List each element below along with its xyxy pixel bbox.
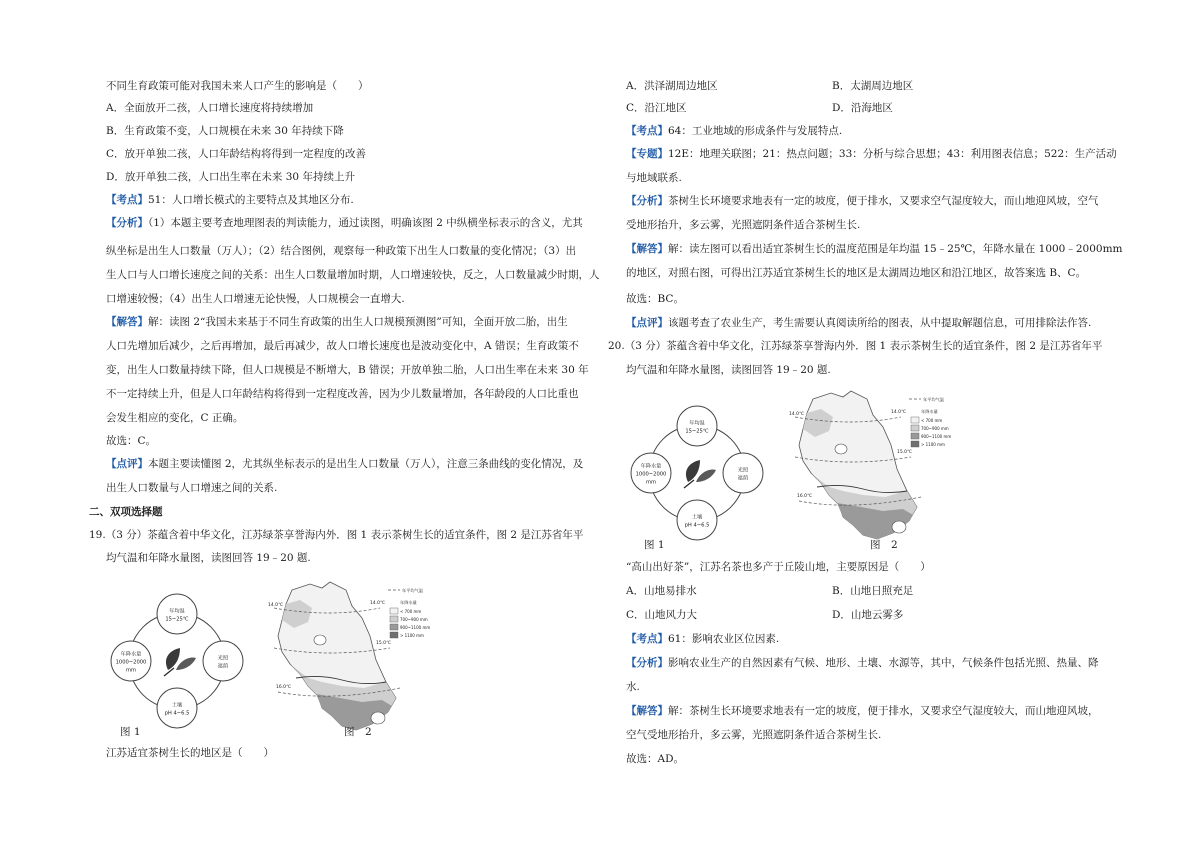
legend-item: > 1100 mm (400, 633, 424, 638)
jieda-tag: 【解答】 (106, 316, 148, 328)
zhuanti-line-1 (626, 147, 1117, 161)
option-a: A．全面放开二孩，人口增长速度将持续增加 (106, 102, 314, 114)
figure-tea-conditions (624, 404, 770, 542)
isotherm-label-14: 14.0℃ (789, 412, 805, 417)
isotherm-label-16: 16.0℃ (797, 494, 813, 499)
soil-node-label: pH 4~6.5 (684, 522, 710, 529)
light-node (203, 641, 243, 681)
precipitation-node (631, 453, 671, 493)
zhuanti-line-2: 与地域联系. (626, 172, 682, 184)
jieda-line-3: 变，出生人口数量持续下降，但人口规模是不断增大，B 错误；开放单独二胎，人口出生率在未来 30 年 (106, 364, 589, 376)
temperature-node-label: 年均温 (169, 608, 185, 615)
legend-swatch (911, 425, 919, 431)
kaodian-line (106, 193, 354, 207)
precipitation-node-label: mm (125, 667, 137, 674)
isotherm-label-16: 16.0℃ (276, 685, 292, 690)
dianping-tag: 【点评】 (626, 317, 668, 329)
jiangsu-map-svg (778, 387, 954, 547)
fenxi-tag: 【分析】 (106, 217, 148, 229)
light-node (723, 453, 763, 493)
kaodian-text: 51：人口增长模式的主要特点及其地区分布. (148, 194, 354, 206)
dianping-text: 该题考查了农业生产，考生需要认真阅读所给的图表，从中提取解题信息，可用排除法作答. (668, 317, 1092, 329)
isotherm-label-14b: 14.0℃ (370, 601, 386, 606)
dianping-tag: 【点评】 (106, 458, 148, 470)
option-d: D．放开单独二孩，人口出生率在未来 30 年持续上升 (106, 171, 355, 183)
legend-swatch (390, 624, 398, 630)
answer: 故选：C。 (106, 435, 157, 447)
soil-node-label: 土壤 (691, 514, 703, 521)
isotherm-label-14: 14.0℃ (268, 603, 284, 608)
legend-item: > 1100 mm (921, 442, 945, 447)
q19-option-d: D．沿海地区 (832, 102, 893, 114)
tai-lake (371, 712, 385, 724)
kaodian2-line (626, 632, 779, 646)
isotherm-label-14b: 14.0℃ (891, 410, 907, 415)
kaodian2-tag: 【考点】 (626, 633, 668, 645)
fenxi2-line-2: 水. (626, 681, 640, 693)
jieda-tag: 【解答】 (626, 243, 668, 255)
q19-option-a: A．洪泽湖周边地区 (626, 80, 718, 92)
fenxi-line-2: 纵坐标是出生人口数量（万人）；（2）结合图例，观察每一种政策下出生人口数量的变化情况；（3）出 (106, 245, 577, 257)
legend-swatch (911, 433, 919, 439)
legend-swatch (911, 417, 919, 423)
question-stem: 不同生育政策可能对我国未来人口产生的影响是（ ） (106, 80, 369, 92)
kaodian-text: 64：工业地域的形成条件与发展特点. (668, 125, 843, 137)
kaodian-tag: 【考点】 (626, 125, 668, 137)
jieda2-line-2: 空气受地形抬升，多云雾，光照遮阴条件适合茶树生长. (626, 729, 882, 741)
legend-swatch (390, 608, 398, 614)
isotherm-label-15: 15.0℃ (376, 641, 392, 646)
jieda-line-1 (626, 242, 1123, 256)
precipitation-node-label: mm (645, 479, 657, 486)
soil-node-label: pH 4~6.5 (164, 710, 190, 717)
fenxi-line-2: 受地形抬升，多云雾，光照遮阴条件适合茶树生长. (626, 219, 861, 231)
jiangsu-map-svg (260, 578, 430, 738)
legend-rain-title: 年降水量 (921, 409, 938, 414)
q19-option-c: C．沿江地区 (626, 102, 687, 114)
jieda-line-2: 人口先增加后减少，之后再增加，最后再减少，故人口增长速度也是波动变化中，A 错误；生育政策不 (106, 340, 579, 352)
kaodian-tag: 【考点】 (106, 194, 148, 206)
light-node-label: 光照 (737, 467, 749, 474)
jieda-text-1: 解：读图 2“我国未来基于不同生育政策的出生人口规模预测图”可知，全面开放二胎，出生 (148, 316, 568, 328)
soil-node (157, 688, 197, 728)
option-b: B．生育政策不变，人口规模在未来 30 年持续下降 (106, 125, 344, 137)
jieda2-text-1: 解：茶树生长环境要求地表有一定的坡度，便于排水，又要求空气湿度较大，而山地迎风坡， (668, 705, 1099, 717)
figure-jiangsu-map (778, 387, 954, 547)
jieda-text-1: 解：读左图可以看出适宜茶树生长的温度范围是年均温 15﹣25℃，年降水量在 1000﹣2000mm (668, 243, 1123, 255)
q20-option-b: B．山地日照充足 (832, 585, 914, 597)
dianping-line (626, 316, 1091, 330)
zhuanti-tag: 【专题】 (626, 148, 668, 160)
precipitation-node-label: 年降水量 (640, 463, 662, 470)
map-legend (388, 587, 430, 638)
dianping-text-1: 本题主要读懂图 2，尤其纵坐标表示的是出生人口数量（万人），注意三条曲线的变化情况，及 (148, 458, 584, 470)
q20-option-d: D．山地云雾多 (832, 609, 904, 621)
fenxi2-text-1: 影响农业生产的自然因素有气候、地形、土壤、水源等，其中，气候条件包括光照、热量、降 (668, 657, 1099, 669)
tea-leaf-icon (684, 460, 716, 488)
legend-swatch (390, 616, 398, 622)
q19-line-2: 均气温和年降水量图，读图回答 19﹣20 题. (106, 552, 311, 564)
hongze-lake (314, 635, 326, 645)
jieda-line-4: 不一定持续上升，但是人口年龄结构将得到一定程度改善，因为少儿数量增加，各年龄段的人口比重也 (106, 388, 579, 400)
legend-title: 年平均气温 (402, 588, 423, 593)
dianping-line-1 (106, 457, 583, 471)
temperature-node-label: 15~25℃ (165, 616, 189, 623)
legend-item: 700~900 mm (400, 617, 428, 622)
figure-jiangsu-map (260, 578, 430, 738)
tea-diagram-svg (624, 404, 770, 542)
jieda-line-1 (106, 315, 568, 329)
temperature-node-label: 15~25℃ (685, 428, 709, 435)
isotherm-label-15: 15.0℃ (897, 450, 913, 455)
soil-node (677, 500, 717, 540)
figure-2-caption: 图 2 (870, 539, 898, 551)
precipitation-node-label: 1000~2000 (635, 471, 667, 478)
precipitation-node-label: 年降水量 (120, 651, 142, 658)
fenxi-text-1: （1）本题主要考查地理图表的判读能力，通过读图，明确该图 2 中纵横坐标表示的含义，尤其 (148, 217, 583, 229)
figure-1-caption: 图 1 (120, 726, 141, 738)
legend-item: 700~900 mm (921, 426, 949, 431)
fenxi2-tag: 【分析】 (626, 657, 668, 669)
temperature-node (677, 406, 717, 446)
map-legend (909, 396, 951, 447)
fenxi-tag: 【分析】 (626, 195, 668, 207)
jieda-line-2: 的地区，对照右图，可得出江苏适宜茶树生长的地区是太湖周边地区和沿江地区，故答案选 B、C。 (626, 267, 1087, 279)
figure-tea-conditions (104, 592, 250, 730)
q20-question: “高山出好茶”，江苏名茶也多产于丘陵山地，主要原因是（ ） (626, 561, 931, 573)
legend-rain-title: 年降水量 (400, 600, 417, 605)
jieda2-line-1 (626, 704, 1099, 718)
tea-leaf-icon (164, 648, 196, 676)
fenxi-line-1 (626, 194, 1099, 208)
temperature-node-label: 年均温 (689, 420, 705, 427)
legend-title: 年平均气温 (923, 397, 944, 402)
temperature-node (157, 594, 197, 634)
q19-option-b: B．太湖周边地区 (832, 80, 914, 92)
jieda-line-5: 会发生相应的变化，C 正确。 (106, 412, 244, 424)
figure-2-caption: 图 2 (344, 726, 372, 738)
jieda2-tag: 【解答】 (626, 705, 668, 717)
q20-option-a: A．山地易排水 (626, 585, 697, 597)
q20-option-c: C．山地风力大 (626, 609, 698, 621)
answer-2: 故选：AD。 (626, 753, 685, 765)
legend-swatch (390, 632, 398, 638)
fenxi2-line-1 (626, 656, 1099, 670)
light-node-label: 遮荫 (737, 475, 749, 482)
precipitation-node-label: 1000~2000 (115, 659, 147, 666)
precipitation-node (111, 641, 151, 681)
legend-item: < 700 mm (400, 609, 422, 614)
figure-1-caption: 图 1 (644, 539, 665, 551)
q20-line-1: 20.（3 分）茶蕴含着中华文化，江苏绿茶享誉海内外．图 1 表示茶树生长的适宜条件，图 2 是江苏省年平 (608, 340, 1103, 352)
fenxi-text-1: 茶树生长环境要求地表有一定的坡度，便于排水，又要求空气湿度较大，而山地迎风坡，空气 (668, 195, 1099, 207)
q19-line-1: 19.（3 分）茶蕴含着中华文化，江苏绿茶享誉海内外．图 1 表示茶树生长的适宜条件，图 2 是江苏省年平 (89, 529, 584, 541)
fenxi-line-3: 生人口与人口增长速度之间的关系：出生人口数量增加时期，人口增速较快，反之，人口数量减少时期，人 (106, 269, 600, 281)
tea-diagram-svg (104, 592, 250, 730)
legend-item: < 700 mm (921, 418, 943, 423)
zhuanti-text-1: 12E：地理关联图；21：热点问题；33：分析与综合思想；43：利用图表信息；522：生产活动 (668, 148, 1117, 160)
kaodian-line (626, 124, 842, 138)
legend-item: 900~1100 mm (921, 434, 952, 439)
tai-lake (892, 521, 906, 533)
legend-item: 900~1100 mm (400, 625, 430, 630)
fenxi-line-1 (106, 216, 583, 230)
answer-1: 故选：BC。 (626, 293, 684, 305)
legend-swatch (911, 441, 919, 447)
q19-question: 江苏适宜茶树生长的地区是（ ） (106, 747, 274, 759)
section-title: 二、双项选择题 (89, 506, 163, 518)
kaodian2-text: 61：影响农业区位因素. (668, 633, 780, 645)
light-node-label: 遮荫 (217, 663, 229, 670)
q20-line-2: 均气温和年降水量图，读图回答 19﹣20 题. (626, 364, 831, 376)
light-node-label: 光照 (217, 655, 229, 662)
option-c: C．放开单独二孩，人口年龄结构将得到一定程度的改善 (106, 148, 367, 160)
dianping-line-2: 出生人口数量与人口增速之间的关系. (106, 482, 278, 494)
soil-node-label: 土壤 (171, 702, 183, 709)
fenxi-line-4: 口增速较慢；（4）出生人口增速无论快慢，人口规模会一直增大. (106, 293, 405, 305)
hongze-lake (835, 444, 847, 454)
